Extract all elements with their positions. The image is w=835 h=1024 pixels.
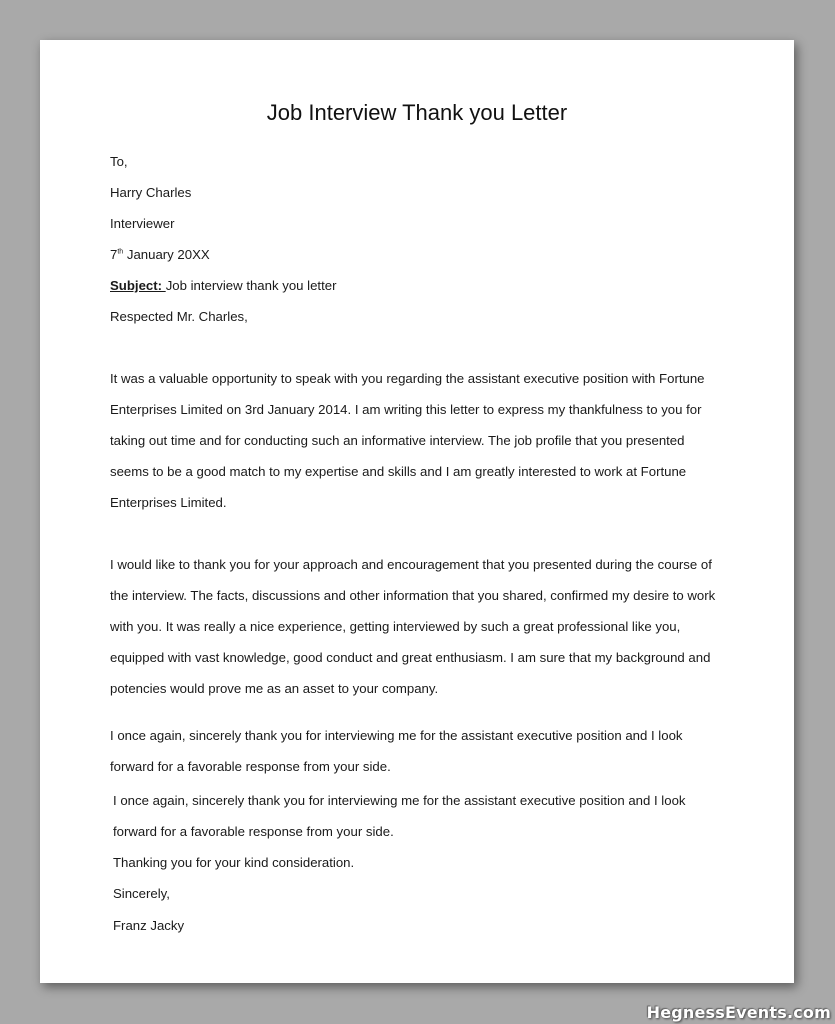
paragraph2-line: I would like to thank you for your approach and encouragement that you presented during the course of [110, 557, 712, 572]
recipient-role: Interviewer [110, 216, 175, 231]
closing-thanks: Thanking you for your kind consideration. [113, 855, 355, 870]
sign-off: Sincerely, [113, 886, 170, 901]
paragraph3-line: forward for a favorable response from your side. [110, 759, 391, 774]
subject-label: Subject: [110, 278, 166, 293]
letter-date [110, 247, 210, 263]
paragraph2-line: with you. It was really a nice experience, getting interviewed by such a great professional like you, [110, 619, 681, 634]
paragraph1-line: Enterprises Limited. [110, 495, 227, 510]
sender-name: Franz Jacky [113, 918, 185, 933]
paragraph2-line: the interview. The facts, discussions and other information that you shared, confirmed my desire to work [110, 588, 716, 603]
paragraph2-line: potencies would prove me as an asset to your company. [110, 681, 439, 696]
salutation: Respected Mr. Charles, [110, 309, 248, 324]
date-suffix: th [117, 248, 124, 256]
document-title: Job Interview Thank you Letter [266, 100, 568, 125]
paragraph1-line: seems to be a good match to my expertise and skills and I am greatly interested to work at Fortune [110, 464, 687, 479]
paragraph1-line: It was a valuable opportunity to speak with you regarding the assistant executive position with Fortune [110, 371, 705, 386]
paragraph2-line: equipped with vast knowledge, good conduct and great enthusiasm. I am sure that my background and [110, 650, 711, 665]
paragraph3-line: I once again, sincerely thank you for interviewing me for the assistant executive position and I look [110, 728, 683, 743]
paragraph1-line: Enterprises Limited on 3rd January 2014. I am writing this letter to express my thankfulness to you for [110, 402, 702, 417]
paragraph3-repeat-line: forward for a favorable response from your side. [113, 824, 394, 839]
to-label: To, [110, 154, 128, 169]
subject-text: Job interview thank you letter [165, 278, 337, 293]
paragraph3-repeat-line: I once again, sincerely thank you for interviewing me for the assistant executive position and I look [113, 793, 686, 808]
letter-page [40, 40, 794, 983]
site-watermark: HegnessEvents.com [646, 1003, 831, 1022]
recipient-name: Harry Charles [110, 185, 192, 200]
paragraph1-line: taking out time and for conducting such an informative interview. The job profile that you presented [110, 433, 685, 448]
subject-line [110, 278, 336, 294]
date-day: 7 [110, 247, 118, 262]
date-rest: January 20XX [123, 247, 210, 262]
